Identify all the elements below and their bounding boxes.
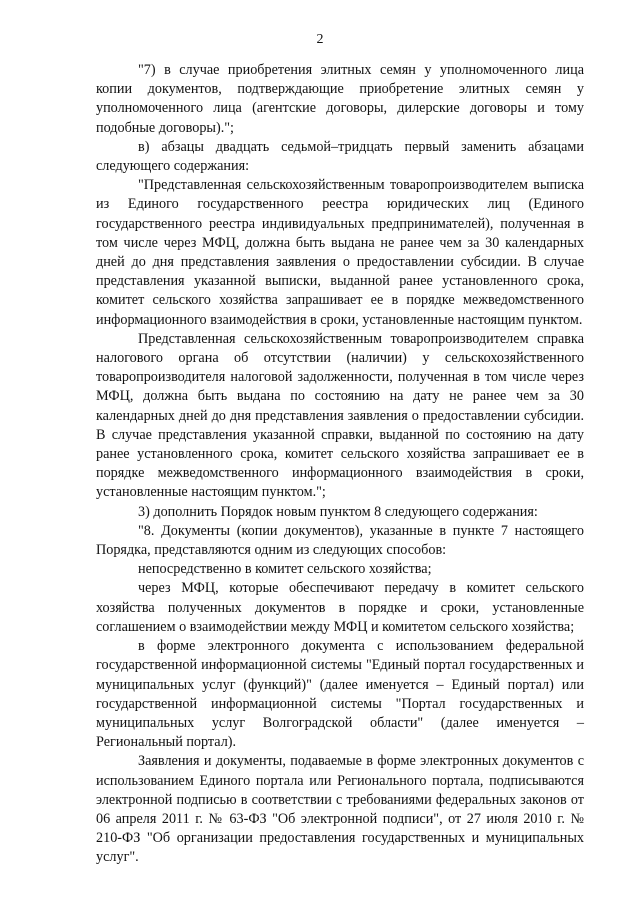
paragraph: непосредственно в комитет сельского хозяйства; (138, 561, 432, 578)
paragraph: 3) дополнить Порядок новым пунктом 8 следующего содержания: (138, 503, 538, 520)
paragraph: в) абзацы двадцать седьмой–тридцать первый заменить абзацами следующего содержания: (96, 138, 584, 175)
document-body (96, 61, 584, 868)
paragraph: "8. Документы (копии документов), указанные в пункте 7 настоящего Порядка, представляются одним из следующих способов: (96, 522, 584, 559)
paragraph: в форме электронного документа с использованием федеральной государственной информационной системы "Единый портал государственных и муниципальных услуг (функций)" (далее именуется – Единый портал) или государственной информационной системы "Портал государственных и муниципальных услуг Волгоградской области" (далее именуется – Региональный портал). (96, 638, 584, 751)
paragraph: Заявления и документы, подаваемые в форме электронных документов с использованием Единого портала или Регионального портала, подписываются электронной подписью в соответствии с требованиями федеральных законов от 06 апреля 2011 г. № 63-ФЗ "Об электронной подписи", от 27 июля 2010 г. № 210-ФЗ "Об организации предоставления государственных и муниципальных услуг". (96, 753, 584, 866)
paragraph: Представленная сельскохозяйственным товаропроизводителем справка налогового органа об отсутствии (наличии) у сельскохозяйственного товаропроизводителя налоговой задолженности, полученная в том числе через МФЦ, должна быть выдана по состоянию на дату не ранее чем за 30 календарных дней до дня представления заявления о предоставлении субсидии. В случае представления указанной справки, выданной по состоянию на дату ранее установленного срока, комитет сельского хозяйства запрашивает ее в порядке межведомственного информационного взаимодействия в сроки, установленные настоящим пунктом."; (96, 330, 584, 501)
paragraph: "Представленная сельскохозяйственным товаропроизводителем выписка из Единого государственного реестра юридических лиц (Единого государственного реестра индивидуальных предпринимателей), полученная в том числе через МФЦ, должна быть выдана не ранее чем за 30 календарных дней до дня представления заявления о предоставлении субсидии. В случае представления указанной выписки, выданной ранее установленного срока, комитет сельского хозяйства запрашивает ее в порядке межведомственного информационного взаимодействия в сроки, установленные настоящим пунктом. (96, 177, 584, 328)
page-number: 2 (316, 32, 324, 47)
paragraph: через МФЦ, которые обеспечивают передачу в комитет сельского хозяйства полученных документов в порядке и сроки, установленные соглашением о взаимодействии между МФЦ и комитетом сельского хозяйства; (96, 580, 584, 635)
paragraph: "7) в случае приобретения элитных семян у уполномоченного лица копии документов, подтверждающие приобретение элитных семян у уполномоченного лица (агентские договоры, дилерские договоры и тому подобные договоры)."; (96, 62, 584, 136)
